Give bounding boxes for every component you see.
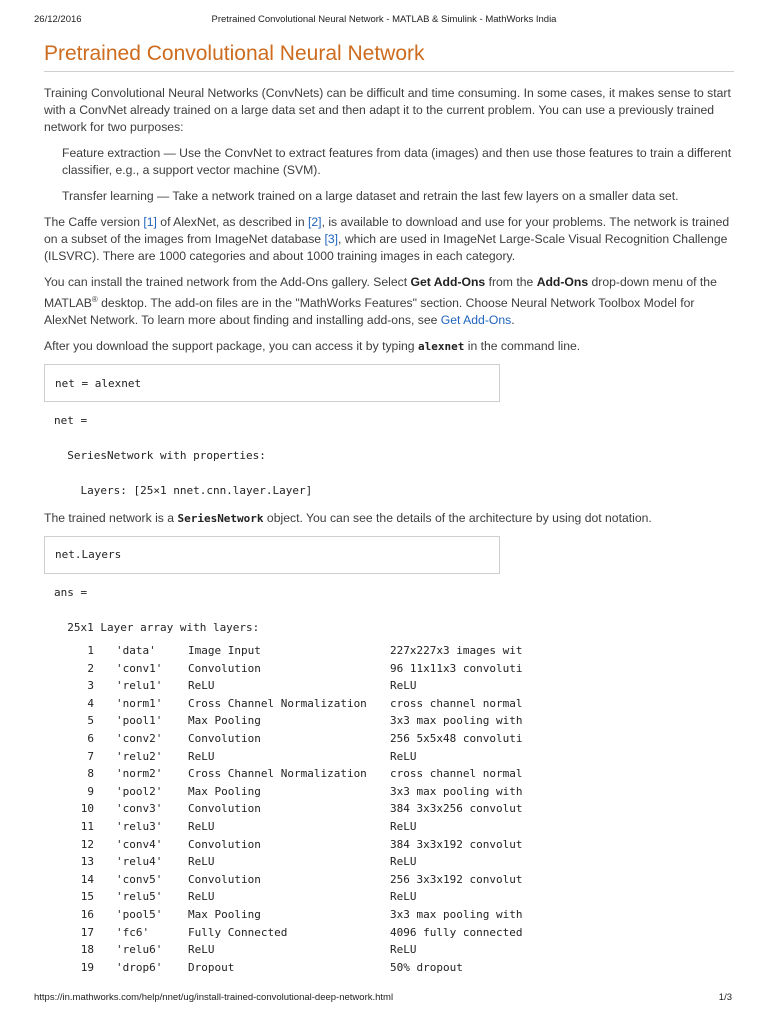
layer-type: Max Pooling [188,907,261,921]
layer-type: ReLU [188,820,215,833]
layer-index: 16 [80,907,94,921]
layer-name: 'conv3' [116,802,163,816]
layer-row [78,714,734,732]
layer-description: ReLU [390,943,417,957]
layer-description: ReLU [390,855,417,869]
layer-description: 3x3 max pooling with [390,784,523,798]
layer-index: 5 [87,714,94,728]
intro-paragraph: Training Convolutional Neural Networks (ConvNets) can be difficult and time consuming. In some cases, it makes sense to start with a ConvNet already trained on a large data set and then adapt it to the current problem. You can use a previously trained network for two purposes: [44,86,731,134]
layer-name: 'relu5' [116,890,163,904]
layer-description: cross channel normal [390,696,523,710]
layer-name: 'relu6' [116,943,163,957]
layer-index: 4 [87,696,94,710]
layer-description: ReLU [390,679,417,693]
layer-name: 'drop6' [116,960,163,974]
access-paragraph: After you download the support package, you can access it by typing alexnet in the command line. [44,339,581,354]
layer-name: 'pool1' [116,714,163,728]
layer-description: 227x227x3 images wit [390,644,523,658]
command-output-net: net = SeriesNetwork with properties: Layers: [25×1 nnet.cnn.layer.Layer] [54,414,313,498]
layer-type: Image Input [188,644,261,658]
layer-name: 'conv5' [116,872,163,886]
registered-mark: ® [91,295,98,304]
layer-type: Dropout [188,960,235,974]
layer-index: 6 [87,732,94,746]
layer-name: 'relu3' [116,820,163,833]
layer-row [78,662,734,680]
layer-description: 4096 fully connected [390,925,523,939]
page-number: 1/3 [718,992,732,1003]
command-output-ans: ans = 25x1 Layer array with layers: [54,585,260,634]
purpose-transfer-learning: Transfer learning — Take a network trained on a large dataset and retrain the last few layers on a smaller data set. [62,189,679,203]
layer-description: cross channel normal [390,767,523,781]
layer-row [78,943,734,961]
layer-row [78,890,734,908]
print-header [0,14,768,28]
layer-name: 'norm1' [116,696,163,710]
layer-name: 'conv1' [116,661,163,675]
layer-array-table [78,644,734,978]
code-block-alexnet[interactable]: net = alexnet [44,364,500,402]
layer-name: 'relu1' [116,679,163,693]
layer-index: 2 [87,661,94,675]
reference-link-1[interactable]: [1] [143,215,157,229]
layer-row [78,785,734,803]
code-block-net-layers[interactable]: net.Layers [44,536,500,574]
layer-name: 'pool5' [116,907,163,921]
caffe-paragraph: The Caffe version [1] of AlexNet, as described in [2], is available to download and use for your problems. The network is trained on a subset of the images from ImageNet database [3], which are used in ImageNet Large-Scale Visual Recognition Challenge (ILSVRC). There are 1000 categories and about 1000 training images in each category. [44,215,730,263]
layer-name: 'fc6' [116,925,150,939]
layer-type: ReLU [188,890,215,904]
layer-type: Max Pooling [188,784,261,798]
layer-row [78,732,734,750]
layer-name: 'conv4' [116,837,163,851]
layer-type: Convolution [188,837,261,851]
layer-index: 14 [80,872,94,886]
layer-description: 50% dropout [390,960,463,974]
layer-name: 'conv2' [116,732,163,746]
layer-type: Max Pooling [188,714,261,728]
reference-link-3[interactable]: [3] [324,232,339,246]
layer-index: 8 [87,767,94,781]
layer-index: 18 [80,943,94,957]
purpose-feature-extraction: Feature extraction — Use the ConvNet to extract features from data (images) and then use those features to train a different classifier, e.g., a support vector machine (SVM). [62,146,732,177]
layer-index: 9 [87,784,94,798]
layer-name: 'relu2' [116,749,163,763]
layer-row [78,750,734,768]
layer-row [78,855,734,873]
layer-index: 13 [80,855,94,869]
layer-row [78,926,734,944]
layer-row [78,679,734,697]
layer-description: ReLU [390,820,417,833]
layer-type: Cross Channel Normalization [188,767,367,781]
page-title: Pretrained Convolutional Neural Network [44,42,425,65]
layer-type: Convolution [188,802,261,816]
layer-row [78,697,734,715]
layer-name: 'data' [116,644,156,658]
layer-type: Convolution [188,872,261,886]
layer-row [78,802,734,820]
layer-name: 'norm2' [116,767,163,781]
alexnet-code: alexnet [417,340,465,354]
layer-type: ReLU [188,679,215,693]
layer-name: 'relu4' [116,855,163,869]
layer-row [78,767,734,785]
layer-name: 'pool2' [116,784,163,798]
layer-index: 12 [80,837,94,851]
layer-index: 3 [87,679,94,693]
get-add-ons-label: Get Add-Ons [410,275,486,289]
layer-description: ReLU [390,749,417,763]
layer-description: 384 3x3x256 convolut [390,802,523,816]
title-divider [44,71,734,72]
article [44,40,734,978]
layer-type: ReLU [188,943,215,957]
layer-description: 256 3x3x192 convolut [390,872,523,886]
layer-description: 256 5x5x48 convoluti [390,732,523,746]
layer-index: 11 [80,820,94,833]
layer-type: Cross Channel Normalization [188,696,367,710]
layer-description: 96 11x11x3 convoluti [390,661,523,675]
get-add-ons-link[interactable]: Get Add-Ons [440,313,512,328]
layer-row [78,961,734,979]
reference-link-2[interactable]: [2] [308,215,322,229]
layer-row [78,908,734,926]
layer-type: ReLU [188,855,215,869]
layer-index: 17 [80,925,94,939]
layer-row [78,644,734,662]
layer-type: Fully Connected [188,925,288,939]
layer-index: 19 [80,960,94,974]
seriesnetwork-code: SeriesNetwork [177,511,264,525]
layer-description: 3x3 max pooling with [390,714,523,728]
layer-type: Convolution [188,661,261,675]
print-page-title: Pretrained Convolutional Neural Network - MATLAB & Simulink - MathWorks India [211,14,557,25]
layer-index: 7 [87,749,94,763]
layer-type: ReLU [188,749,215,763]
print-footer [0,992,768,1006]
trained-network-paragraph: The trained network is a SeriesNetwork object. You can see the details of the architecture by using dot notation. [44,510,652,525]
install-paragraph: You can install the trained network from the Add-Ons gallery. Select Get Add-Ons from the Add-Ons drop-down menu of the MATLAB® desktop. The add-on files are in the "MathWorks Features" section. Choose Neural Network Toolbox Model for AlexNet Network. To learn more about finding and installing add-ons, see Get Add-Ons. [44,275,717,328]
layer-description: ReLU [390,890,417,904]
layer-type: Convolution [188,732,261,746]
add-ons-menu-label: Add-Ons [536,275,589,289]
page-url: https://in.mathworks.com/help/nnet/ug/install-trained-convolutional-deep-network.html [34,992,394,1003]
print-date: 26/12/2016 [34,14,82,25]
layer-description: 384 3x3x192 convolut [390,837,523,851]
layer-row [78,873,734,891]
layer-row [78,820,734,838]
layer-description: 3x3 max pooling with [390,907,523,921]
layer-index: 1 [87,644,94,658]
layer-index: 15 [80,890,94,904]
layer-index: 10 [80,802,94,816]
layer-row [78,838,734,856]
